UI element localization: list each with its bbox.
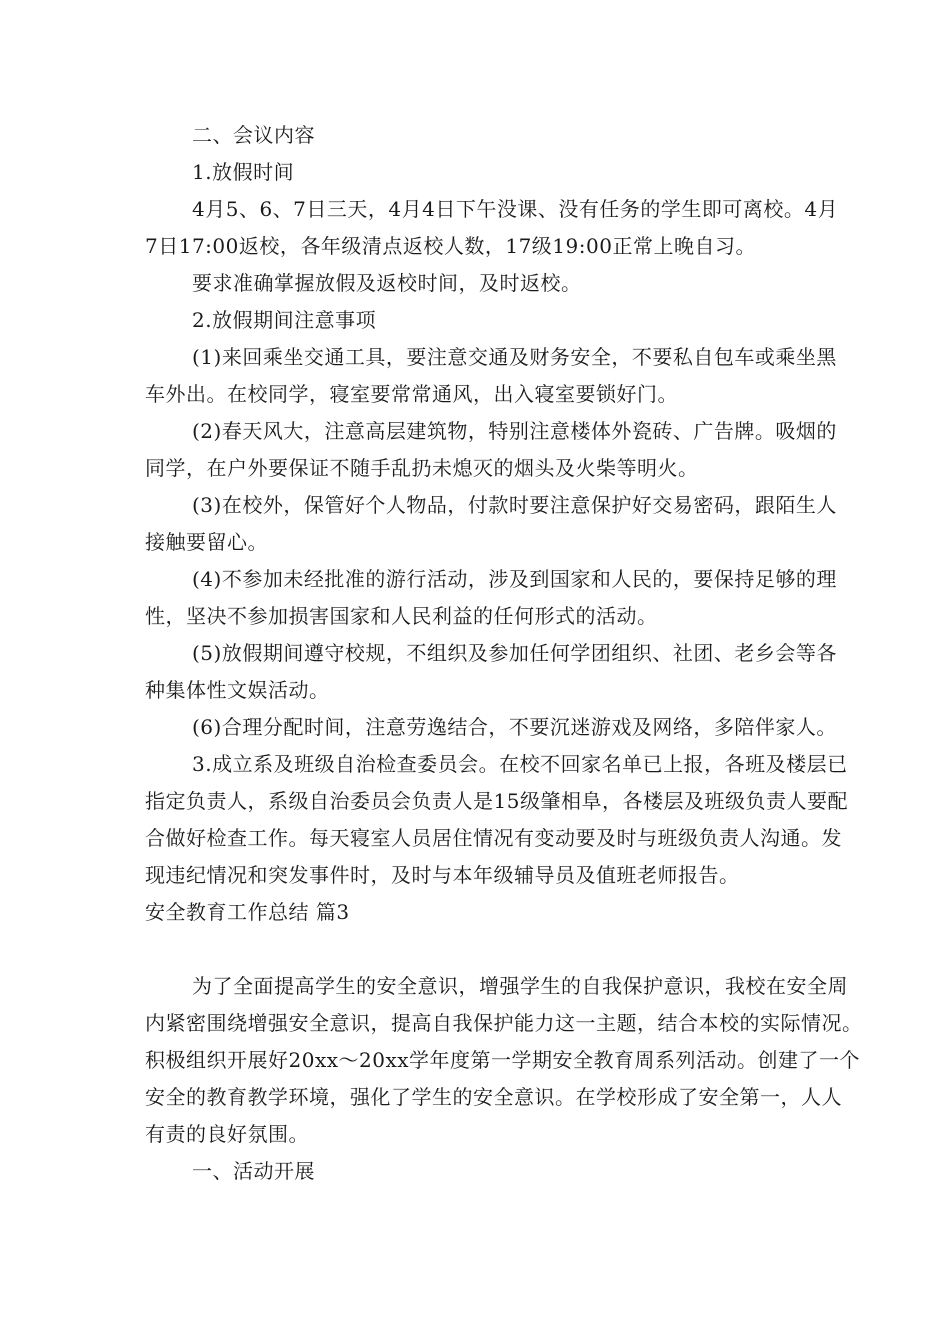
paragraph-line: 4月5、6、7日三天，4月4日下午没课、没有任务的学生即可离校。4月 — [192, 197, 839, 221]
paragraph-line: 3.成立系及班级自治检查委员会。在校不回家名单已上报，各班及楼层已 — [192, 752, 848, 776]
section-heading: 一、活动开展 — [192, 1159, 315, 1183]
paragraph-line: 车外出。在校同学，寝室要常常通风，出入寝室要锁好门。 — [145, 382, 678, 406]
subsection-heading: 2.放假期间注意事项 — [192, 308, 377, 332]
paragraph-line: 安全的教育教学环境，强化了学生的安全意识。在学校形成了安全第一，人人 — [145, 1085, 842, 1109]
paragraph-line: (2)春天风大，注意高层建筑物，特别注意楼体外瓷砖、广告牌。吸烟的 — [192, 419, 837, 443]
paragraph-line: 现违纪情况和突发事件时，及时与本年级辅导员及值班老师报告。 — [145, 863, 740, 887]
paragraph-line: 要求准确掌握放假及返校时间，及时返校。 — [192, 271, 582, 295]
paragraph-line: (4)不参加未经批准的游行活动，涉及到国家和人民的，要保持足够的理 — [192, 567, 837, 591]
article-title: 安全教育工作总结 篇3 — [145, 900, 350, 924]
subsection-heading: 1.放假时间 — [192, 160, 295, 184]
paragraph-line: 有责的良好氛围。 — [145, 1122, 309, 1146]
paragraph-line: (6)合理分配时间，注意劳逸结合，不要沉迷游戏及网络，多陪伴家人。 — [192, 715, 837, 739]
paragraph-line: 接触要留心。 — [145, 530, 268, 554]
section-heading: 二、会议内容 — [192, 123, 315, 147]
paragraph-line: 7日17:00返校，各年级清点返校人数，17级19:00正常上晚自习。 — [145, 234, 756, 258]
paragraph-line: 种集体性文娱活动。 — [145, 678, 330, 702]
paragraph-line: 积极组织开展好20xx～20xx学年度第一学期安全教育周系列活动。创建了一个 — [145, 1048, 861, 1072]
paragraph-line: 指定负责人，系级自治委员会负责人是15级肇相阜，各楼层及班级负责人要配 — [145, 789, 848, 813]
paragraph-line: (5)放假期间遵守校规，不组织及参加任何学团组织、社团、老乡会等各 — [192, 641, 837, 665]
paragraph-line: 合做好检查工作。每天寝室人员居住情况有变动要及时与班级负责人沟通。发 — [145, 826, 842, 850]
paragraph-line: (3)在校外，保管好个人物品，付款时要注意保护好交易密码，跟陌生人 — [192, 493, 837, 517]
paragraph-line: (1)来回乘坐交通工具，要注意交通及财务安全，不要私自包车或乘坐黑 — [192, 345, 837, 369]
paragraph-line: 为了全面提高学生的安全意识，增强学生的自我保护意识，我校在安全周 — [192, 974, 848, 998]
paragraph-line: 性，坚决不参加损害国家和人民利益的任何形式的活动。 — [145, 604, 658, 628]
paragraph-line: 同学，在户外要保证不随手乱扔未熄灭的烟头及火柴等明火。 — [145, 456, 699, 480]
paragraph-line: 内紧密围绕增强安全意识，提高自我保护能力这一主题，结合本校的实际情况。 — [145, 1011, 863, 1035]
